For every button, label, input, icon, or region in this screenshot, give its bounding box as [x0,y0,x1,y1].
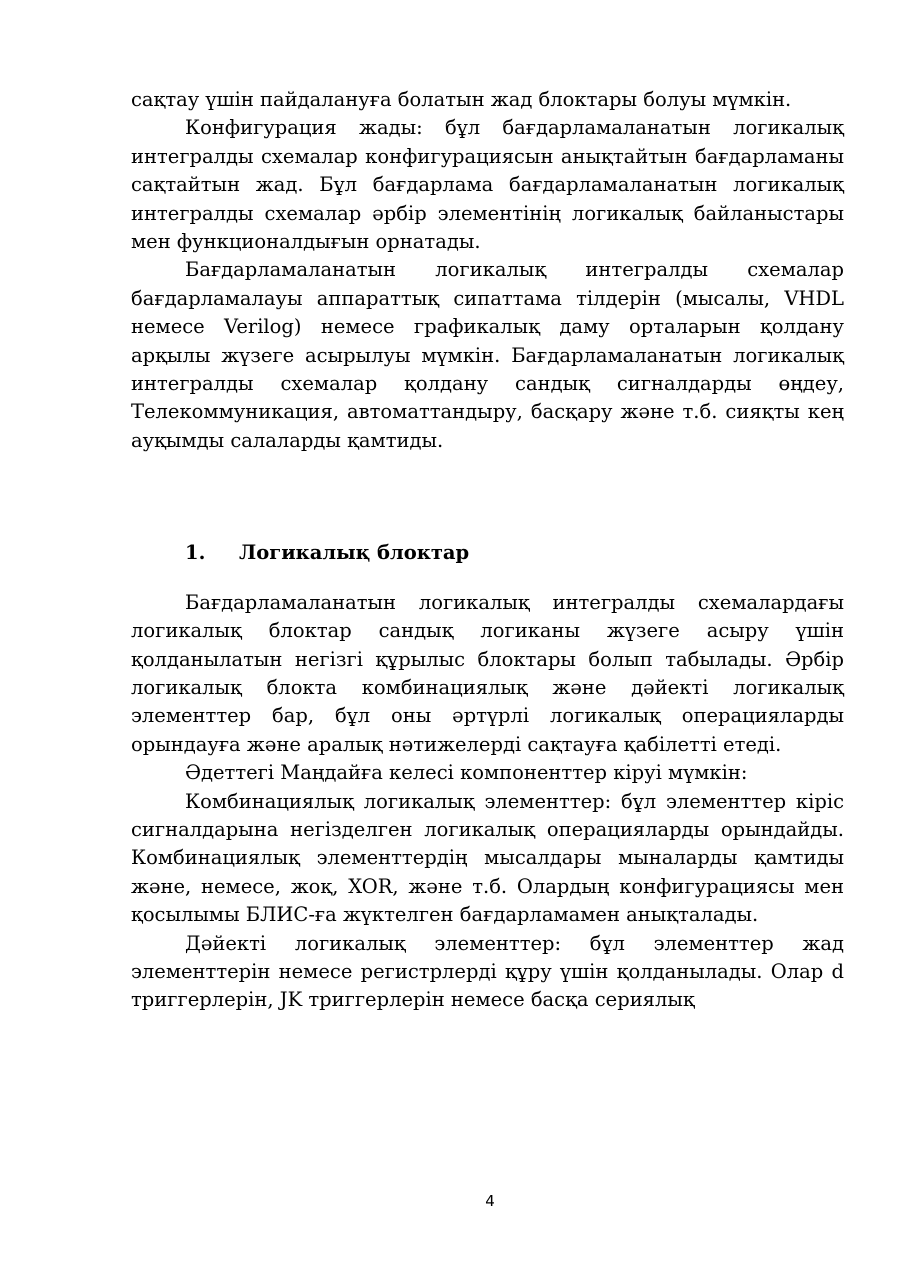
page-number: 4 [485,1192,495,1210]
paragraph-components-lead: Әдеттегі Маңдайға келесі компоненттер кіруі мүмкін: [185,761,748,785]
heading-spacer [131,568,844,589]
paragraph-programming-languages: Бағдарламаланатын логикалық интегралды схемалар бағдарламалауы аппараттық сипаттама тілдерін (мысалы, VHDL немесе Verilog) немесе графикалық даму орталарын қолдану арқылы жүзеге асырылуы мүмкін. Бағдарламаланатын логикалық интегралды схемалар қолдану сандық сигналдарды өңдеу, Телекоммуникация, автоматтандыру, басқару және т.б. сияқты кең ауқымды салаларды қамтиды. [131,258,844,452]
paragraph-configuration-memory: Конфигурация жады: бұл бағдарламаланатын логикалық интегралды схемалар конфигурациясын анықтайтын бағдарламаны сақтайтын жад. Бұл бағдарлама бағдарламаланатын логикалық интегралды схемалар әрбір элементінің логикалық байланыстары мен функционалдығын орнатады. [131,116,844,254]
section-spacer [131,455,844,539]
section-heading-number: 1. [185,541,206,565]
paragraph-combinational-elements: Комбинациялық логикалық элементтер: бұл элементтер кіріс сигналдарына негізделген логикалық операцияларды орындайды. Комбинациялық элементтердің мысалдары мыналарды қамтиды және, немесе, жоқ, XOR, және т.б. Олардың конфигурациясы мен қосылымы БЛИС-ға жүктелген бағдарламамен анықталады. [131,789,844,927]
section-heading-title: Логикалық блоктар [239,541,470,565]
page-content [131,86,844,1015]
paragraph-sequential-elements: Дәйекті логикалық элементтер: бұл элементтер жад элементтерін немесе регистрлерді құру үшін қолданылады. Олар d триггерлерін, JK триггерлерін немесе басқа сериялық [131,931,844,1012]
section-heading [131,539,844,567]
paragraph-continuation: сақтау үшін пайдалануға болатын жад блоктары болуы мүмкін. [131,88,792,111]
paragraph-logic-blocks-intro: Бағдарламаланатын логикалық интегралды схемалардағы логикалық блоктар сандық логиканы жүзеге асыру үшін қолданылатын негізгі құрылыс блоктары болып табылады. Әрбір логикалық блокта комбинациялық және дәйекті логикалық элементтер бар, бұл оны әртүрлі логикалық операцияларды орындауға және аралық нәтижелерді сақтауға қабілетті етеді. [131,590,844,756]
